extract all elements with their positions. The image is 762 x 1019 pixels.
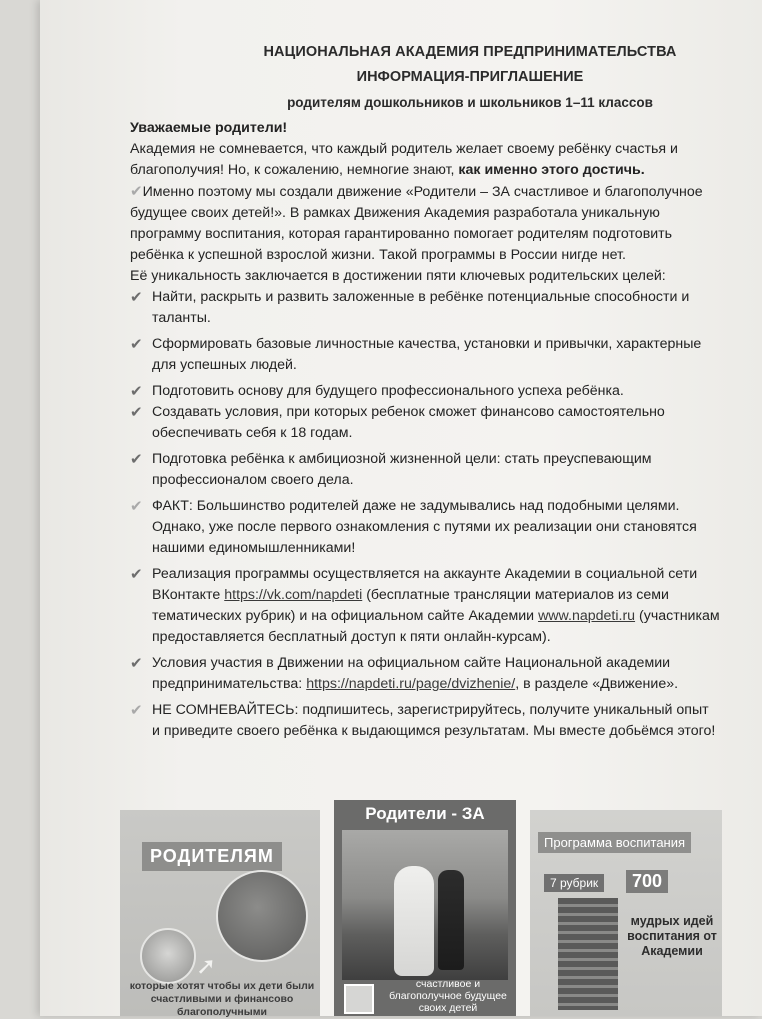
realization-mid: (бесплатные трансляции материалов из семи тематических рубрик) и на официальном сайте Академии	[152, 587, 669, 624]
vk-link[interactable]: https://vk.com/napdeti	[224, 587, 363, 603]
conditions-paragraph	[130, 653, 720, 695]
realization-paragraph	[130, 564, 720, 648]
closing-paragraph	[130, 700, 720, 742]
promo-images	[120, 800, 722, 1016]
site-link[interactable]: www.napdeti.ru	[538, 608, 636, 624]
goal-text: Подготовить основу для будущего профессионального успеха ребёнка.	[152, 383, 624, 399]
fact-text: ФАКТ: Большинство родителей даже не задумывались над подобными целями. Однако, уже после первого ознакомления с путями их реализации они становятся нашими единомышленниками!	[152, 498, 697, 556]
invitation-title: ИНФОРМАЦИЯ-ПРИГЛАШЕНИЕ	[356, 69, 584, 85]
parents-badge: РОДИТЕЛЯМ	[142, 842, 282, 871]
ideas-number: 700	[626, 870, 668, 893]
arrow-icon: ➚	[196, 953, 217, 980]
movement-banner	[334, 800, 516, 1016]
uniqueness-paragraph: Её уникальность заключается в достижении пяти ключевых родительских целей:	[130, 268, 666, 284]
goal-item	[130, 402, 720, 444]
intro-bold: как именно этого достичь.	[458, 162, 645, 178]
realization-text	[152, 564, 720, 648]
gift-icon	[344, 984, 374, 1014]
letter-body	[130, 118, 720, 742]
program-title: Программа воспитания	[538, 832, 691, 853]
check-icon: ✔	[130, 404, 143, 421]
child-photo	[140, 928, 196, 984]
goal-text: Подготовка ребёнка к амбициозной жизненной цели: стать преуспевающим профессионалом своего дела.	[152, 451, 652, 488]
check-icon: ✔	[130, 336, 143, 353]
goal-item	[130, 449, 720, 491]
goal-text: Сформировать базовые личностные качества, установки и привычки, характерные для успешных людей.	[152, 336, 702, 373]
check-icon: ✔	[130, 383, 143, 400]
goal-item	[130, 381, 720, 402]
movement-text: Именно поэтому мы создали движение «Родители – ЗА счастливое и благополучное будущее своих детей!». В рамках Движения Академия разработала уникальную программу воспитания, которая гарантированно помогает родителям подготовить ребёнка к успешной взрослой жизни. Такой программы в России нигде нет.	[130, 184, 703, 263]
goal-text: Найти, раскрыть и развить заложенные в ребёнке потенциальные способности и таланты.	[152, 289, 690, 326]
closing-text: НЕ СОМНЕВАЙТЕСЬ: подпишитесь, зарегистрируйтесь, получите уникальный опыт и приведите своего ребёнка к выдающимся результатам. Мы вместе добьёмся этого!	[152, 702, 716, 739]
movement-paragraph	[130, 181, 720, 266]
conditions-text	[152, 653, 720, 695]
conditions-pre: Условия участия в Движении на официальном сайте Национальной академии предпринимательства:	[152, 655, 671, 692]
goal-item	[130, 287, 720, 329]
goal-item	[130, 334, 720, 376]
check-icon: ✔	[130, 702, 143, 719]
greeting: Уважаемые родители!	[130, 120, 288, 136]
books-stack-icon	[558, 898, 618, 1010]
intro-paragraph	[130, 139, 720, 181]
parents-banner	[120, 810, 320, 1016]
conditions-post: , в разделе «Движение».	[515, 676, 679, 692]
check-icon: ✔	[130, 289, 143, 306]
fact-paragraph	[130, 496, 720, 559]
program-banner	[530, 810, 722, 1016]
check-icon: ✔	[130, 566, 143, 583]
realization-pre: Реализация программы осуществляется на аккаунте Академии в социальной сети ВКонтакте	[152, 566, 698, 603]
movement-caption: счастливое и благополучное будущее своих детей	[389, 978, 507, 1014]
check-icon: ✔	[130, 183, 143, 200]
academy-title: НАЦИОНАЛЬНАЯ АКАДЕМИЯ ПРЕДПРИНИМАТЕЛЬСТВА	[263, 44, 677, 60]
movement-banner-title: Родители - ЗА	[365, 804, 485, 823]
intro-text: Академия не сомневается, что каждый родитель желает своему ребёнку счастья и благополучия! Но, к сожалению, немногие знают,	[130, 141, 678, 178]
rubrics-label: 7 рубрик	[544, 874, 604, 892]
bride-figure	[394, 866, 434, 976]
family-photo	[216, 870, 308, 962]
goal-text: Создавать условия, при которых ребенок сможет финансово самостоятельно обеспечивать себя к 18 годам.	[152, 404, 665, 441]
check-icon: ✔	[130, 498, 143, 515]
parents-caption: которые хотят чтобы их дети были счастливыми и финансово благополучными	[129, 980, 315, 1018]
audience-subtitle: родителям дошкольников и школьников 1–11 классов	[287, 95, 653, 110]
realization-post: (участникам предоставляется бесплатный доступ к пяти онлайн-курсам).	[152, 608, 720, 645]
check-icon: ✔	[130, 655, 143, 672]
groom-figure	[438, 870, 464, 970]
program-caption: мудрых идей воспитания от Академии	[627, 914, 717, 958]
movement-link[interactable]: https://napdeti.ru/page/dvizhenie/	[306, 676, 516, 692]
couple-photo	[342, 830, 508, 980]
check-icon: ✔	[130, 451, 143, 468]
